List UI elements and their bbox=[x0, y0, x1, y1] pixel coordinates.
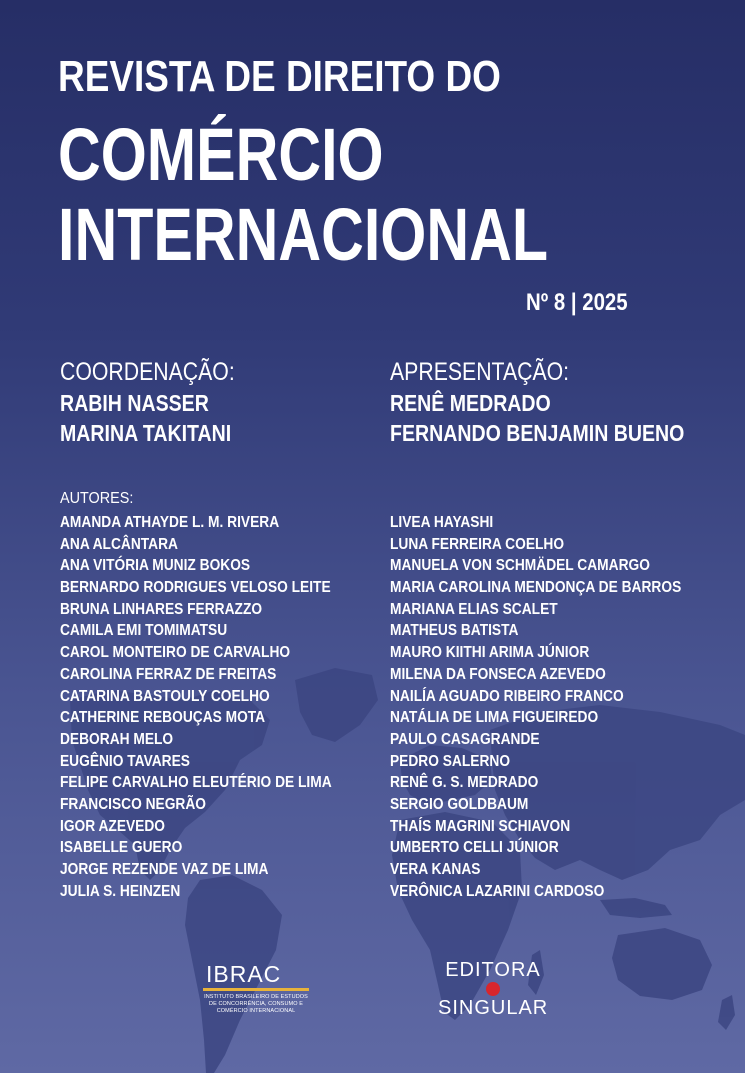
author-name: VERÔNICA LAZARINI CARDOSO bbox=[390, 882, 605, 900]
author-name: CATHERINE REBOUÇAS MOTA bbox=[60, 709, 266, 727]
author-name: JORGE REZENDE VAZ DE LIMA bbox=[60, 861, 269, 878]
author-name: MILENA DA FONSECA AZEVEDO bbox=[390, 665, 606, 683]
author-name: FELIPE CARVALHO ELEUTÉRIO DE LIMA bbox=[60, 774, 332, 792]
author-name: MAURO KIITHI ARIMA JÚNIOR bbox=[390, 644, 590, 662]
authors-list-right bbox=[390, 512, 729, 902]
author-name: SERGIO GOLDBAUM bbox=[390, 795, 529, 813]
author-name: LIVEA HAYASHI bbox=[390, 514, 494, 531]
author-name: AMANDA ATHAYDE L. M. RIVERA bbox=[60, 514, 280, 531]
author-name: PEDRO SALERNO bbox=[390, 752, 511, 770]
author-name: BERNARDO RODRIGUES VELOSO LEITE bbox=[60, 579, 331, 597]
ibrac-logo-subtitle-line: COMÉRCIO INTERNACIONAL bbox=[216, 1008, 296, 1014]
authors-list-left bbox=[60, 512, 376, 902]
ibrac-logo-subtitle-line: DE CONCORRÊNCIA, CONSUMO E bbox=[209, 1001, 303, 1007]
coordinator-name: RABIH NASSER bbox=[60, 390, 209, 416]
author-name: MATHEUS BATISTA bbox=[390, 622, 519, 640]
author-name: MARIANA ELIAS SCALET bbox=[390, 600, 558, 618]
issue-number: Nº 8 | 2025 bbox=[526, 289, 628, 316]
author-name: DEBORAH MELO bbox=[60, 730, 174, 748]
author-name: FRANCISCO NEGRÃO bbox=[60, 795, 207, 813]
author-name: JULIA S. HEINZEN bbox=[60, 882, 181, 900]
author-name: THAÍS MAGRINI SCHIAVON bbox=[390, 817, 571, 835]
author-name: CATARINA BASTOULY COELHO bbox=[60, 687, 270, 705]
author-name: BRUNA LINHARES FERRAZZO bbox=[60, 600, 263, 618]
author-name: ISABELLE GUERO bbox=[60, 839, 183, 857]
author-name: NATÁLIA DE LIMA FIGUEIREDO bbox=[390, 709, 599, 727]
author-name: UMBERTO CELLI JÚNIOR bbox=[390, 839, 559, 857]
publisher-red-dot-icon bbox=[486, 982, 500, 996]
author-name: CAROL MONTEIRO DE CARVALHO bbox=[60, 644, 291, 662]
title-line-3: INTERNACIONAL bbox=[58, 193, 549, 276]
ibrac-logo-subtitle-line: INSTITUTO BRASILEIRO DE ESTUDOS bbox=[204, 994, 308, 1000]
australia-shape bbox=[612, 928, 712, 1000]
new-zealand-shape bbox=[718, 995, 735, 1030]
presenter-name: RENÊ MEDRADO bbox=[390, 390, 551, 416]
author-name: VERA KANAS bbox=[390, 861, 481, 878]
author-name: CAMILA EMI TOMIMATSU bbox=[60, 622, 228, 640]
ibrac-logo-name: IBRAC bbox=[206, 961, 282, 987]
title-line-1: REVISTA DE DIREITO DO bbox=[58, 52, 501, 101]
author-name: MANUELA VON SCHMÄDEL CAMARGO bbox=[390, 557, 650, 575]
publisher-logo-line-2: SINGULAR bbox=[438, 997, 549, 1019]
presentation-label: APRESENTAÇÃO: bbox=[390, 358, 570, 386]
author-name: ANA VITÓRIA MUNIZ BOKOS bbox=[60, 557, 251, 575]
presenter-name: FERNANDO BENJAMIN BUENO bbox=[390, 420, 685, 446]
author-name: LUNA FERREIRA COELHO bbox=[390, 535, 565, 553]
author-name: PAULO CASAGRANDE bbox=[390, 730, 540, 748]
title-line-2: COMÉRCIO bbox=[58, 113, 384, 196]
authors-label: AUTORES: bbox=[60, 490, 134, 507]
author-name: IGOR AZEVEDO bbox=[60, 817, 166, 835]
ibrac-logo-bar bbox=[203, 988, 309, 991]
publisher-logo bbox=[438, 958, 548, 1020]
author-name: CAROLINA FERRAZ DE FREITAS bbox=[60, 665, 277, 683]
coordination-label: COORDENAÇÃO: bbox=[60, 358, 235, 386]
author-name: RENÊ G. S. MEDRADO bbox=[390, 774, 539, 792]
publisher-logo-line-1: EDITORA bbox=[445, 959, 541, 981]
ibrac-logo bbox=[200, 962, 320, 1015]
author-name: MARIA CAROLINA MENDONÇA DE BARROS bbox=[390, 579, 682, 597]
author-name: NAILÍA AGUADO RIBEIRO FRANCO bbox=[390, 687, 624, 705]
author-name: ANA ALCÂNTARA bbox=[60, 535, 178, 553]
coordinator-name: MARINA TAKITANI bbox=[60, 420, 232, 446]
author-name: EUGÊNIO TAVARES bbox=[60, 752, 190, 770]
